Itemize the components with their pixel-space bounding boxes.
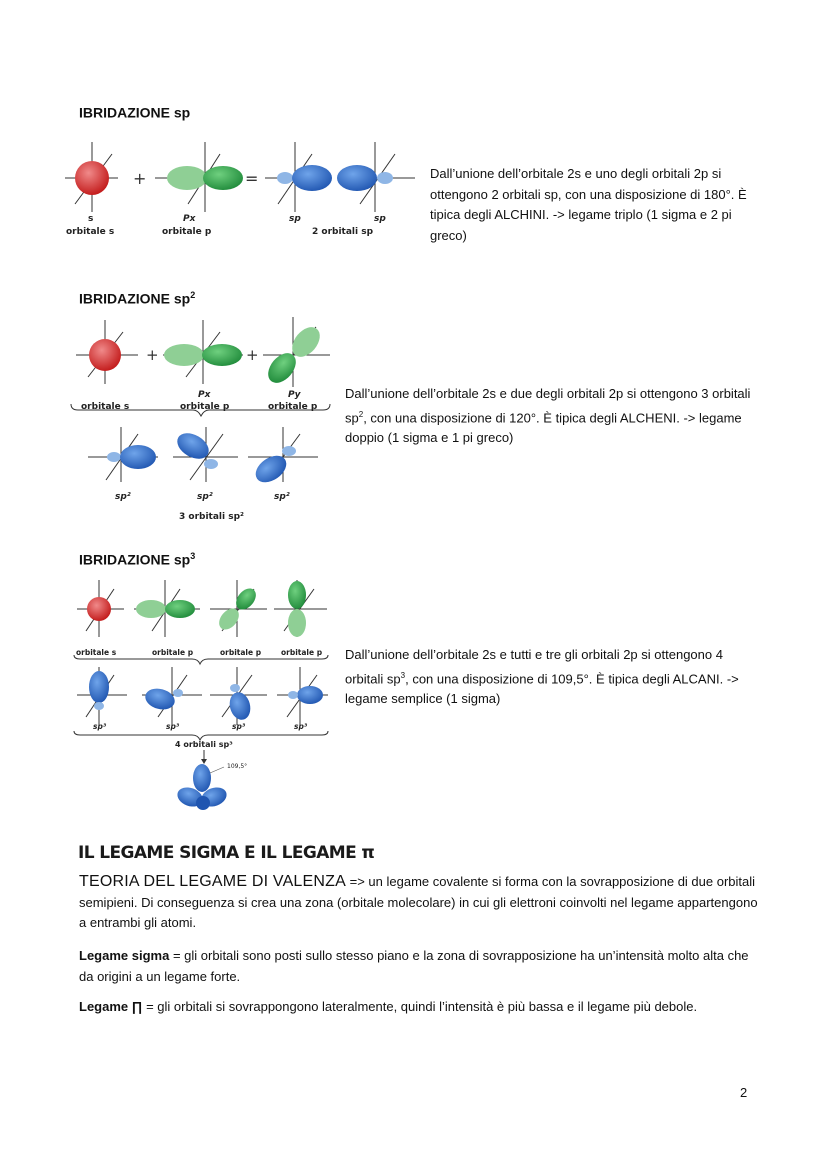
label-orbitale-s: orbitale s xyxy=(76,648,117,657)
angle-label: 109,5° xyxy=(227,763,248,770)
sp-orbital-2-icon xyxy=(337,142,415,212)
px-orbital-icon xyxy=(163,320,243,384)
py-orbital-icon xyxy=(210,580,267,637)
sub-label-sp-1: sp xyxy=(289,214,301,224)
sp3-hybridization-diagram xyxy=(72,575,332,810)
sub-label-sp3-2: sp³ xyxy=(166,722,180,731)
section-title-sp2: IBRIDAZIONE $sp^2$ xyxy=(79,290,196,307)
label-orbitale-p-1: orbitale p xyxy=(152,648,194,657)
sp-description: Dall’unione dell’orbitale 2s e uno degli orbitali 2p si ottengono 2 orbitali sp, con una disposizione di 180°. È tipica degli ALCHINI. -> legame triplo (1 sigma e 2 pi greco) xyxy=(430,166,747,243)
sp2-orbital-3-icon xyxy=(248,427,318,488)
svg-text:+: + xyxy=(246,346,259,364)
sp3-orbital-3-icon xyxy=(210,667,267,725)
label-orbitale-p-2: orbitale p xyxy=(220,648,262,657)
pi-paragraph: Legame ∏ = gli orbitali si sovrappongono lateralmente, quindi l’intensità è più bassa e il legame più debole. xyxy=(79,999,698,1014)
sub-label-px: Px xyxy=(198,390,211,400)
label-orbitale-p-3: orbitale p xyxy=(281,648,323,657)
p-orbital-icon xyxy=(155,142,243,212)
sp2-description: Dall’unione dell’orbitale 2s e due degli orbitali 2p si ottengono 3 orbitali $sp^2$, con una disposizione di 120°. È tipica degli ALCHENI. -> legame doppio (1 sigma e 1 pi greco) xyxy=(345,386,751,446)
sp3-orbital-2-icon xyxy=(142,667,202,725)
label-2-orbitali-sp: 2 orbitali sp xyxy=(312,227,374,237)
s-orbital-icon xyxy=(76,320,138,384)
sp2-hybridization-diagram xyxy=(68,312,338,522)
px-orbital-icon xyxy=(134,580,200,637)
section-title-sp3: IBRIDAZIONE $sp^3$ xyxy=(79,551,196,568)
label-orbitale-p-1: orbitale p xyxy=(180,402,230,412)
sub-label-py: Py xyxy=(288,390,301,400)
pz-orbital-icon xyxy=(274,580,327,637)
py-orbital-icon xyxy=(263,317,330,388)
sigma-label: Legame sigma xyxy=(79,948,170,963)
teoria-title: TEORIA DEL LEGAME DI VALENZA xyxy=(79,873,347,890)
svg-text:+: + xyxy=(133,169,147,188)
sp3-description: Dall’unione dell’orbitale 2s e tutti e tre gli orbitali 2p si ottengono 4 orbitali $sp^3$, con una disposizione di 109,5°. È tipica degli ALCANI. -> legame semplice (1 sigma) xyxy=(345,647,739,707)
sp-hybridization-diagram xyxy=(60,132,420,242)
label-3-orbitali-sp2: 3 orbitali sp² xyxy=(179,512,244,522)
tetrahedral-sp3-icon xyxy=(175,764,230,810)
sub-label-sp3-4: sp³ xyxy=(294,722,308,731)
svg-text:+: + xyxy=(146,346,159,364)
sub-label-sp2-3: sp² xyxy=(274,492,290,502)
sp3-orbital-4-icon xyxy=(277,667,328,725)
section-title-sp: IBRIDAZIONE sp xyxy=(79,104,191,121)
sub-label-s: s xyxy=(88,214,94,224)
sp3-orbital-1-icon xyxy=(77,667,127,725)
sub-label-px: Px xyxy=(183,214,196,224)
label-orbitale-s: orbitale s xyxy=(66,227,115,237)
label-4-orbitali-sp3: 4 orbitali sp³ xyxy=(175,740,233,749)
label-orbitale-p-2: orbitale p xyxy=(268,402,318,412)
page-number: 2 xyxy=(740,1085,748,1100)
sp2-orbital-2-icon xyxy=(173,427,238,482)
sub-label-sp-2: sp xyxy=(374,214,386,224)
sub-label-sp3-1: sp³ xyxy=(93,722,107,731)
sub-label-sp2-1: sp² xyxy=(115,492,131,502)
sp-orbital-1-icon xyxy=(265,142,332,212)
svg-text:=: = xyxy=(245,169,259,188)
s-orbital-icon xyxy=(77,580,124,637)
label-orbitale-p: orbitale p xyxy=(162,227,212,237)
legame-title: IL LEGAME SIGMA E IL LEGAME π xyxy=(78,843,375,863)
sub-label-sp2-2: sp² xyxy=(197,492,213,502)
s-orbital-icon xyxy=(65,142,118,212)
label-orbitale-s: orbitale s xyxy=(81,402,130,412)
pi-label: Legame ∏ xyxy=(79,999,143,1014)
sp2-orbital-1-icon xyxy=(88,427,158,482)
sub-label-sp3-3: sp³ xyxy=(232,722,246,731)
teoria-paragraph: TEORIA DEL LEGAME DI VALENZA => un legame covalente si forma con la sovrapposizione di due orbitali semipieni. Di conseguenza si crea una zona (orbitale molecolare) in cui gli elettroni coinvolti nel legame appartengono a entrambi gli atomi. xyxy=(79,873,758,930)
sigma-paragraph: Legame sigma = gli orbitali sono posti sullo stesso piano e la zona di sovrapposizione ha un’intensità molto alta che da origini a un legame forte. xyxy=(79,948,749,984)
